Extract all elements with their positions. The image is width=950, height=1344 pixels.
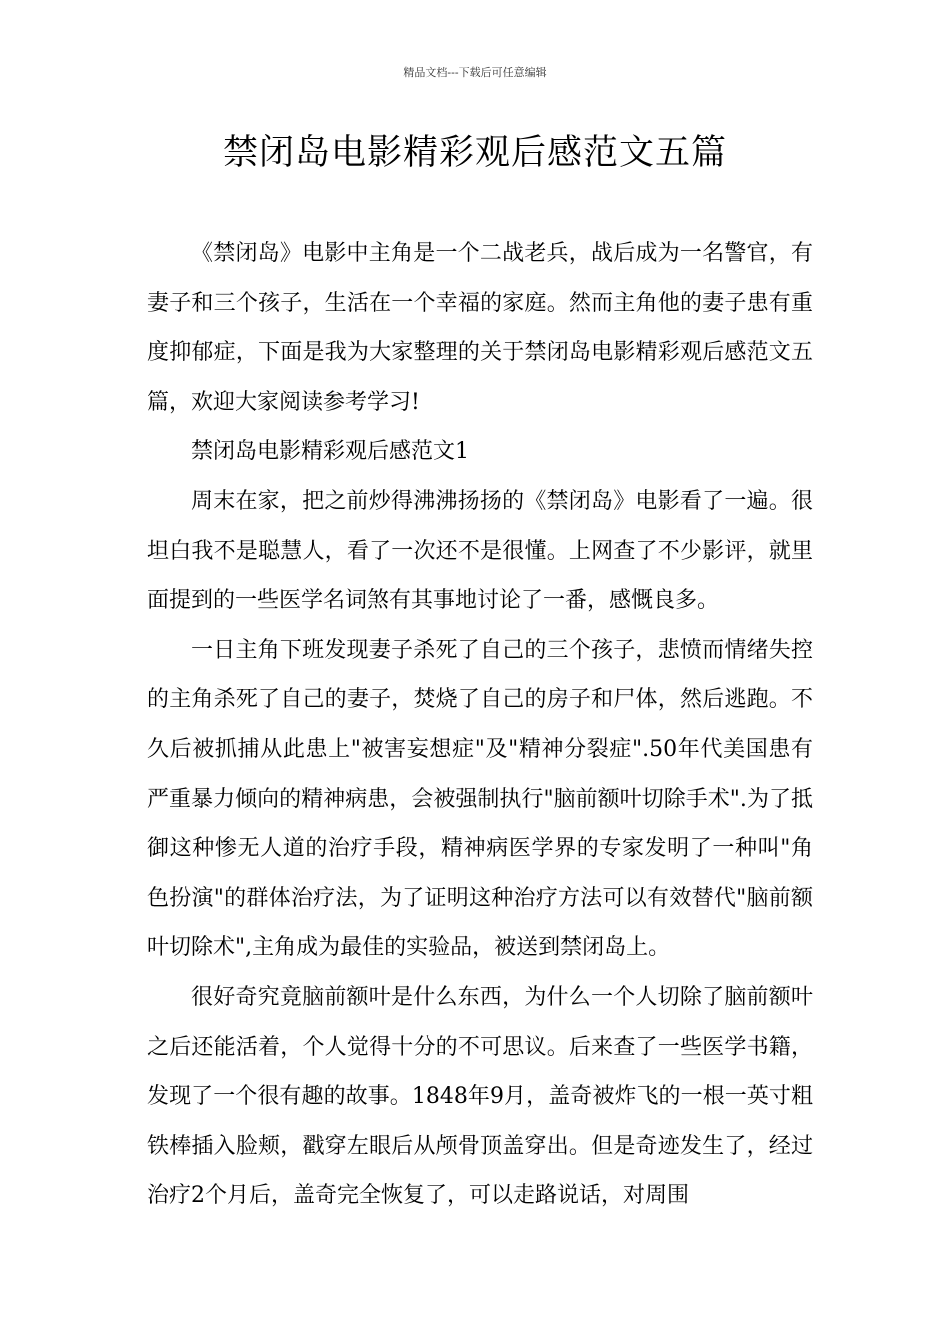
intro-paragraph: 《禁闭岛》电影中主角是一个二战老兵，战后成为一名警官，有妻子和三个孩子，生活在一个幸福的家庭。然而主角他的妻子患有重度抑郁症，下面是我为大家整理的关于禁闭岛电影精彩观后感范文五篇，欢迎大家阅读参考学习! [147,241,813,415]
page-header-note: 精品文档---下载后可任意编辑 [403,66,547,79]
body-paragraph: 很好奇究竟脑前额叶是什么东西，为什么一个人切除了脑前额叶之后还能活着，个人觉得十分的不可思议。后来查了一些医学书籍，发现了一个很有趣的故事。1848年9月，盖奇被炸飞的一根一英寸粗铁棒插入脸颊，戳穿左眼后从颅骨顶盖穿出。但是奇迹发生了，经过治疗2个月后，盖奇完全恢复了，可以走路说话，对周围 [147,984,813,1209]
body-paragraph: 一日主角下班发现妻子杀死了自己的三个孩子，悲愤而情绪失控的主角杀死了自己的妻子，焚烧了自己的房子和尸体，然后逃跑。不久后被抓捕从此患上"被害妄想症"及"精神分裂症".50年代美国患有严重暴力倾向的精神病患，会被强制执行"脑前额叶切除手术".为了抵御这种惨无人道的治疗手段，精神病医学界的专家发明了一种叫"角色扮演"的群体治疗法，为了证明这种治疗方法可以有效替代"脑前额叶切除术",主角成为最佳的实验品，被送到禁闭岛上。 [147,637,813,961]
document-title: 禁闭岛电影精彩观后感范文五篇 [222,133,727,173]
body-paragraph: 周末在家，把之前炒得沸沸扬扬的《禁闭岛》电影看了一遍。很坦白我不是聪慧人，看了一次还不是很懂。上网查了不少影评，就里面提到的一些医学名词煞有其事地讨论了一番，感慨良多。 [147,488,813,614]
section-heading: 禁闭岛电影精彩观后感范文1 [191,439,469,465]
document-body [147,229,813,1221]
